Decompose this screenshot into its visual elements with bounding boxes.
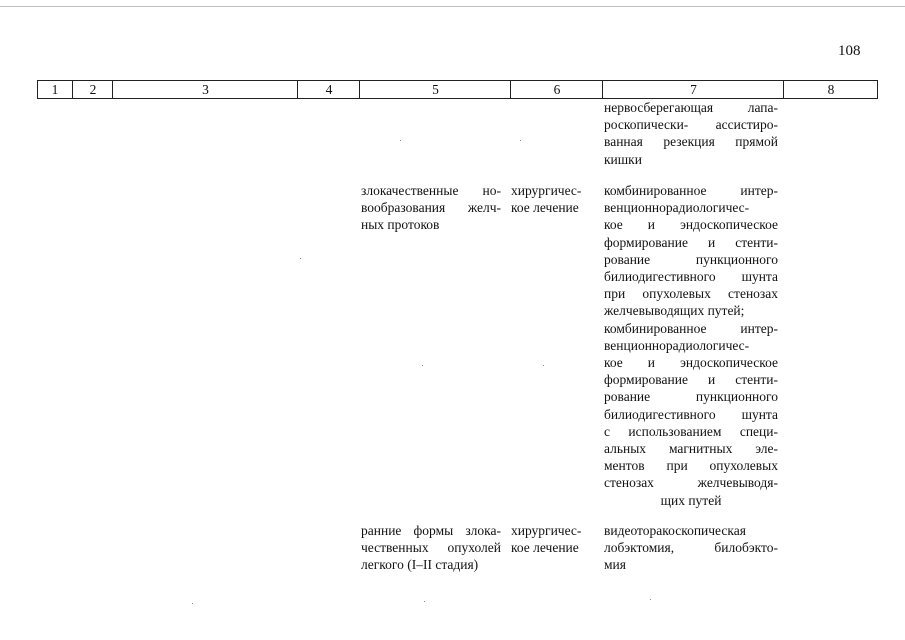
scan-speck [300,258,301,259]
row-c-diagnosis-cell: ранние формы злока- чественных опухолей легкого (I–II стадия) [361,523,501,573]
column-number-5: 5 [359,81,511,98]
scan-speck [543,365,544,366]
column-number-7: 7 [602,81,784,98]
row-c-treatment-cell: хирургичес- кое лечение [511,523,582,556]
column-number-4: 4 [297,81,360,98]
column-number-6: 6 [510,81,603,98]
scan-speck [422,365,423,366]
column-number-2: 2 [72,81,113,98]
scan-speck [520,140,521,141]
page-number: 108 [838,43,861,59]
scan-speck [650,599,651,600]
row-b-diagnosis-cell: злокачественные но- вообразования желч- ных протоков [361,183,501,233]
row-c-method-cell: видеоторакоскопическая лобэктомия, билобэкто- мия [604,523,778,573]
column-number-1: 1 [51,82,59,97]
top-rule [0,6,905,7]
scan-speck [400,140,401,141]
row-b-treatment-cell: хирургичес- кое лечение [511,183,582,216]
column-number-3: 3 [112,81,298,98]
scan-speck [424,601,425,602]
scan-speck [192,603,193,604]
column-number-8: 8 [783,81,878,98]
row-a-method-cell: нервосберегающая лапа- роскопически- ассистиро- ванная резекция прямой кишки [604,100,778,167]
row-b-method-cell: комбинированное интер- венционнорадиологичес- кое и эндоскопическое формирование и стенти- рование пункционного билиодигестивного шунта при опухолевых стенозах желчевыводящих путей; комбинированное интер- венционнорадиологичес- кое и эндоскопическое формирование и стенти- рование пункционного билиодигестивного шунта с использованием специ- альных магнитных эле- ментов при опухолевых стенозах желчевыводя- щих путей [604,183,778,508]
column-number-header [37,80,878,99]
